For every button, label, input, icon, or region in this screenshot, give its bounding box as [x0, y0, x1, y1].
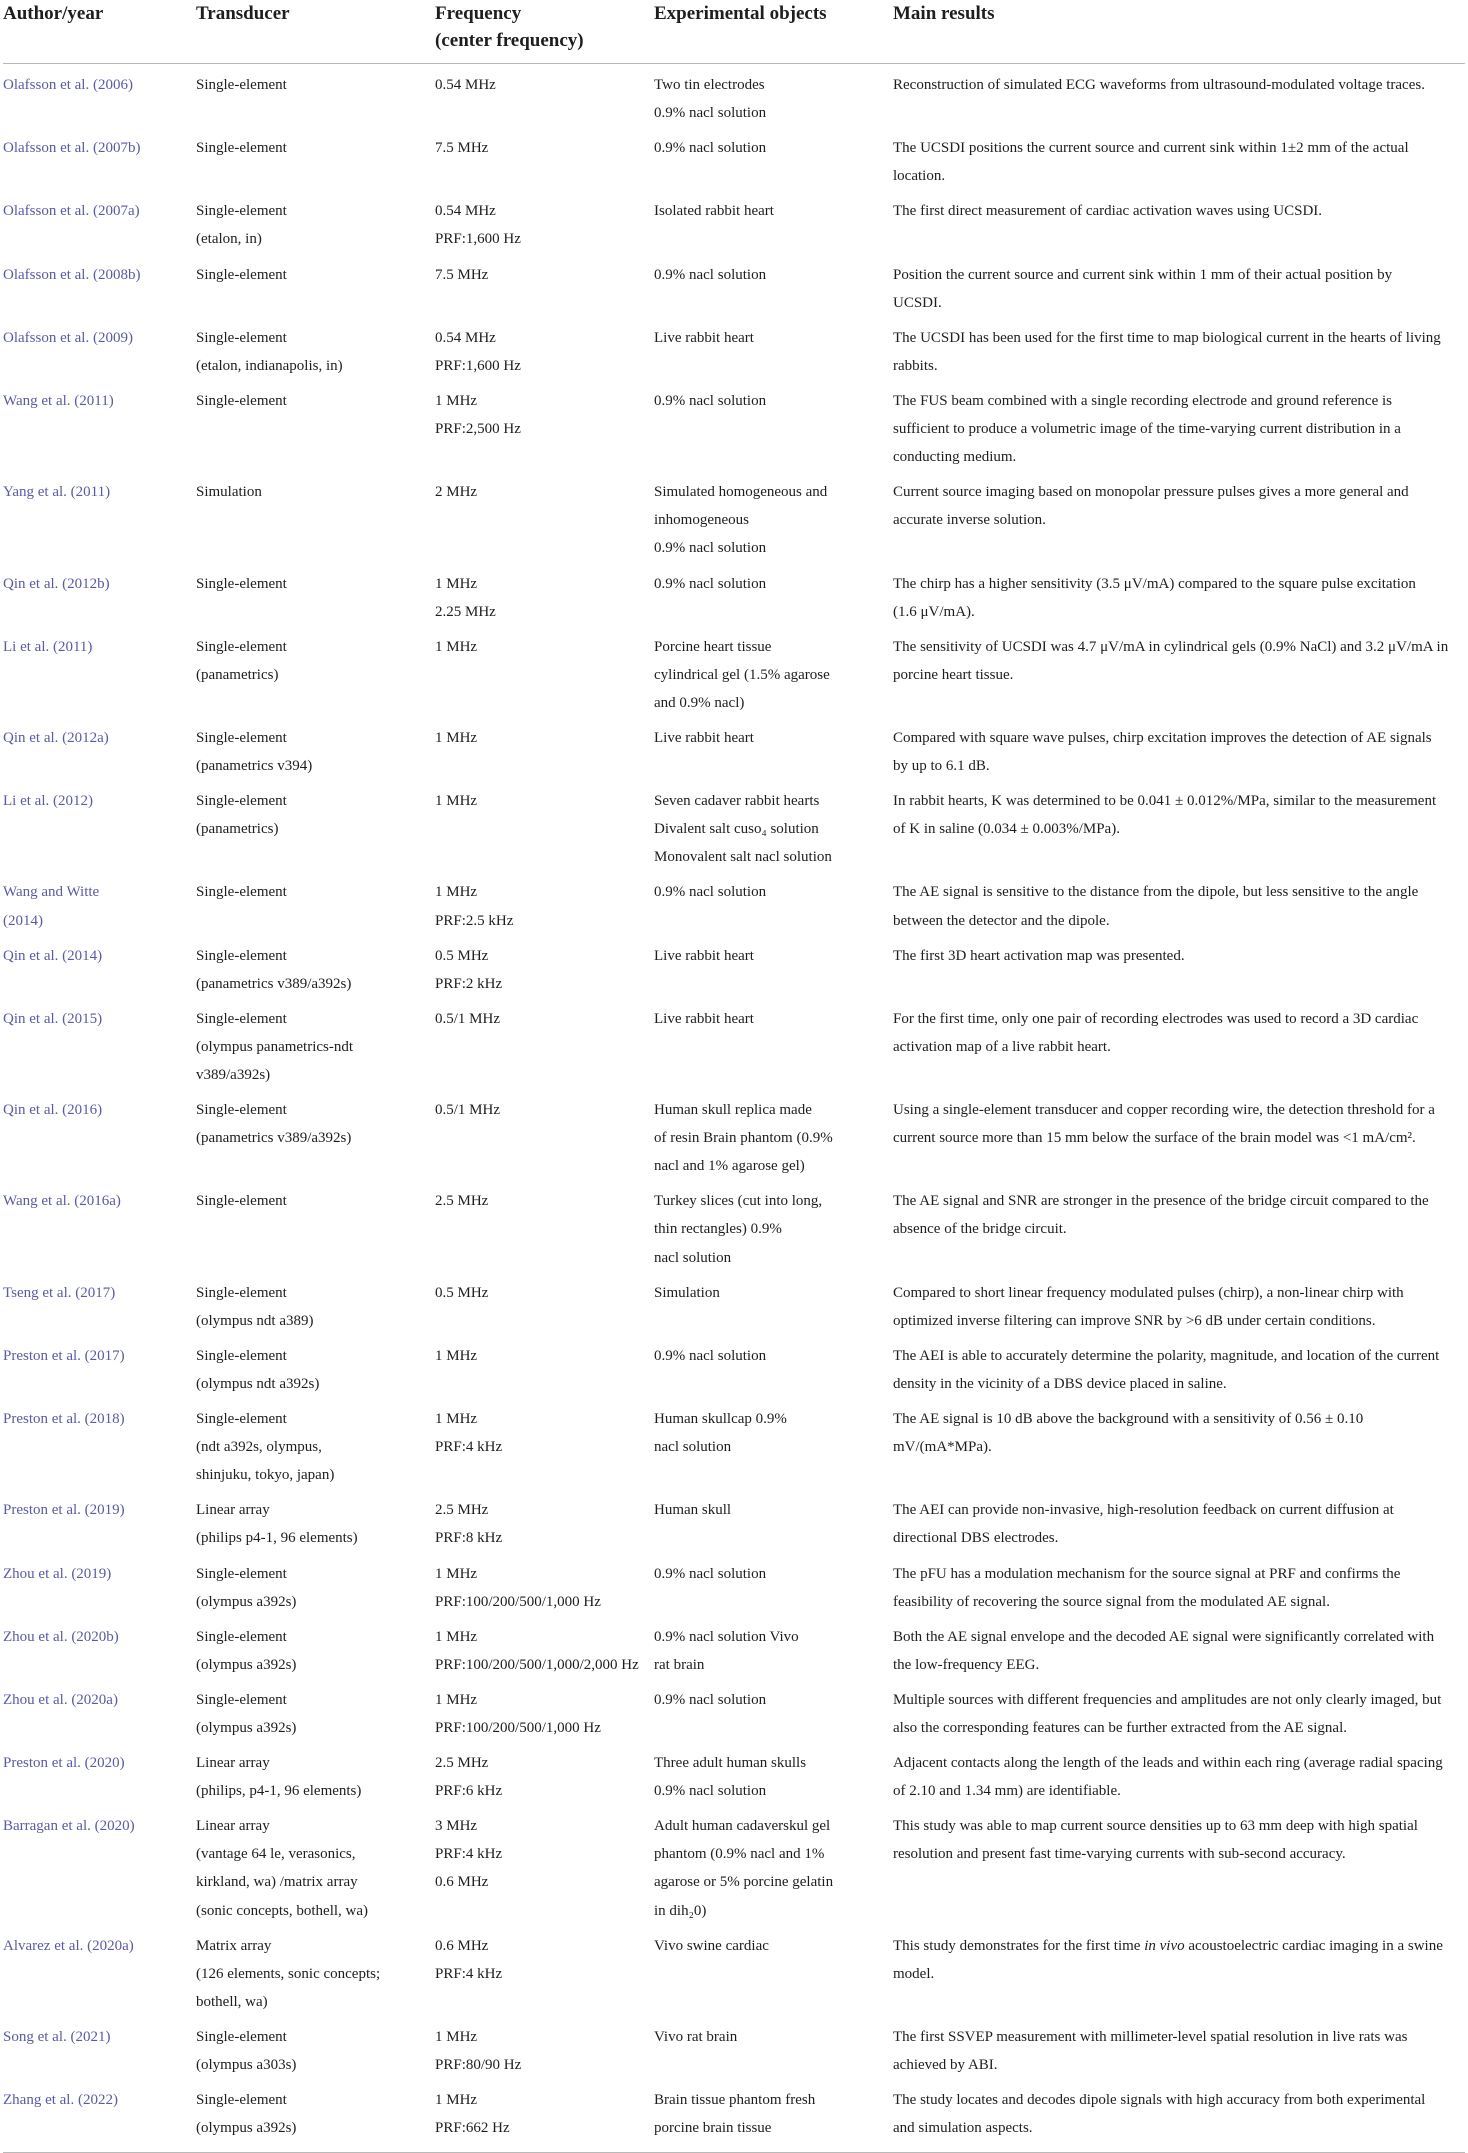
table-row: [3, 471, 1465, 562]
experimental-objects-cell: Porcine heart tissue cylindrical gel (1.5% agarose and 0.9% nacl): [654, 638, 830, 711]
experimental-objects-cell: Human skull: [654, 1502, 732, 1519]
main-results-cell: Position the current source and current sink within 1 mm of their actual position by UCSDI.: [893, 266, 1393, 311]
table-row: [3, 1742, 1465, 1805]
transducer-cell: Single-element (ndt a392s, olympus, shinjuku, tokyo, japan): [196, 1411, 335, 1484]
main-results-cell: The FUS beam combined with a single recording electrode and ground reference is sufficient to produce a volumetric image of the time-varying current distribution in a conducting medium.: [893, 392, 1401, 466]
frequency-cell: 0.5 MHz PRF:2 kHz: [435, 947, 503, 992]
table-row: [3, 935, 1465, 998]
frequency-cell: 1 MHz PRF:100/200/500/1,000 Hz: [435, 1691, 601, 1736]
header-row: [3, 0, 1465, 64]
table-row: [3, 871, 1465, 934]
table-row: [3, 1335, 1465, 1398]
table-row: [3, 1089, 1465, 1180]
main-results-cell: The sensitivity of UCSDI was 4.7 μV/mA in cylindrical gels (0.9% NaCl) and 3.2 μV/mA in porcine heart tissue.: [893, 638, 1449, 683]
frequency-cell: 1 MHz PRF:80/90 Hz: [435, 2028, 522, 2073]
experimental-objects-cell: Human skull replica made of resin Brain phantom (0.9% nacl and 1% agarose gel): [654, 1102, 833, 1175]
author-cell[interactable]: Olafsson et al. (2006): [3, 77, 133, 93]
transducer-cell: Single-element: [196, 77, 287, 93]
main-results-cell: The AEI is able to accurately determine the polarity, magnitude, and location of the current density in the vicinity of a DBS device placed in saline.: [893, 1347, 1440, 1392]
literature-table: [3, 0, 1465, 2153]
author-cell[interactable]: Preston et al. (2017): [3, 1347, 125, 1364]
author-cell[interactable]: Qin et al. (2014): [3, 947, 103, 964]
experimental-objects-cell: Vivo swine cardiac: [654, 1937, 769, 1954]
main-results-cell: In rabbit hearts, K was determined to be 0.041 ± 0.012%/MPa, similar to the measurement of K in saline (0.034 ± 0.003%/MPa).: [893, 793, 1437, 838]
experimental-objects-cell: Live rabbit heart: [654, 1010, 754, 1027]
transducer-cell: Single-element (olympus ndt a389): [196, 1284, 314, 1329]
main-results-cell: The AE signal is 10 dB above the background with a sensitivity of 0.56 ± 0.10 mV/(mA*MPa).: [893, 1411, 1364, 1456]
author-cell[interactable]: Barragan et al. (2020): [3, 1818, 135, 1835]
frequency-cell: 7.5 MHz: [435, 140, 489, 157]
frequency-cell: 1 MHz: [435, 793, 478, 810]
transducer-cell: Single-element (panametrics v394): [196, 729, 313, 775]
table-row: [3, 1925, 1465, 2016]
frequency-cell: 0.54 MHz PRF:1,600 Hz: [435, 329, 521, 374]
main-results-cell: The AE signal and SNR are stronger in the presence of the bridge circuit compared to the absence of the bridge circuit.: [893, 1193, 1429, 1238]
transducer-cell: Simulation: [196, 484, 262, 501]
author-cell[interactable]: Zhou et al. (2019): [3, 1565, 112, 1582]
main-results-cell: The study locates and decodes dipole signals with high accuracy from both experimental and simulation aspects.: [893, 2079, 1465, 2153]
transducer-cell: Single-element (olympus ndt a392s): [196, 1347, 320, 1392]
frequency-cell: 1 MHz: [435, 638, 478, 655]
experimental-objects-cell: 0.9% nacl solution: [654, 266, 767, 283]
author-cell[interactable]: Li et al. (2012): [3, 793, 93, 810]
transducer-cell: Matrix array (126 elements, sonic concepts; bothell, wa): [196, 1937, 381, 2010]
table-row: [3, 998, 1465, 1089]
experimental-objects-cell: 0.9% nacl solution: [654, 884, 767, 901]
frequency-cell: 7.5 MHz: [435, 266, 489, 283]
transducer-cell: Single-element (olympus a392s): [196, 2079, 435, 2153]
in-vivo-italic: in vivo: [1144, 1937, 1185, 1954]
table-row: [3, 2079, 1465, 2153]
experimental-objects-cell: Two tin electrodes 0.9% nacl solution: [654, 77, 767, 122]
experimental-objects-cell: Live rabbit heart: [654, 329, 754, 346]
table-header: [3, 0, 1465, 64]
author-cell[interactable]: Olafsson et al. (2009): [3, 329, 133, 346]
transducer-cell: Single-element (panametrics v389/a392s): [196, 947, 352, 992]
main-results-cell: The first SSVEP measurement with millimeter-level spatial resolution in live rats was achieved by ABI.: [893, 2028, 1408, 2073]
main-results-cell: This study demonstrates for the first time in vivo acoustoelectric cardiac imaging in a swine model.: [893, 1937, 1443, 1982]
main-results-cell: The first 3D heart activation map was presented.: [893, 947, 1185, 964]
frequency-cell: 2.5 MHz PRF:6 kHz: [435, 1755, 503, 1800]
author-cell[interactable]: Zhou et al. (2020b): [3, 1628, 119, 1645]
main-results-cell: Using a single-element transducer and copper recording wire, the detection threshold for a current source more than 15 mm below the surface of the brain model was <1 mA/cm².: [893, 1102, 1435, 1147]
experimental-objects-cell: Three adult human skulls 0.9% nacl solution: [654, 1755, 807, 1800]
transducer-cell: Single-element (olympus a303s): [196, 2028, 297, 2073]
header-main-results: Main results: [893, 0, 1465, 64]
author-cell[interactable]: Li et al. (2011): [3, 638, 93, 655]
main-results-cell: The AEI can provide non-invasive, high-resolution feedback on current diffusion at directional DBS electrodes.: [893, 1502, 1394, 1547]
experimental-objects-cell: 0.9% nacl solution: [654, 392, 767, 409]
frequency-cell: 1 MHz 2.25 MHz: [435, 575, 496, 620]
experimental-objects-cell: 0.9% nacl solution: [654, 1565, 767, 1582]
transducer-cell: Single-element: [196, 266, 287, 283]
header-author-year: Author/year: [3, 0, 196, 64]
frequency-cell: 0.5/1 MHz: [435, 1102, 500, 1119]
frequency-cell: 1 MHz PRF:2.5 kHz: [435, 884, 514, 929]
table-row: [3, 626, 1465, 717]
experimental-objects-cell: 0.9% nacl solution: [654, 1691, 767, 1708]
transducer-cell: Single-element (olympus a392s): [196, 1691, 297, 1736]
frequency-cell: 2.5 MHz PRF:8 kHz: [435, 1502, 503, 1547]
experimental-objects-cell: Live rabbit heart: [654, 947, 754, 964]
author-cell[interactable]: Zhang et al. (2022): [3, 2079, 196, 2153]
author-cell[interactable]: Olafsson et al. (2007b): [3, 140, 141, 157]
table-row: [3, 1553, 1465, 1616]
main-results-cell: This study was able to map current source densities up to 63 mm deep with high spatial resolution and present fast time-varying currents with sub-second accuracy.: [893, 1818, 1418, 1863]
table-row: [3, 717, 1465, 780]
experimental-objects-cell: Vivo rat brain: [654, 2028, 738, 2045]
author-cell[interactable]: Preston et al. (2018): [3, 1411, 125, 1428]
transducer-cell: Single-element: [196, 1193, 287, 1210]
table-row: [3, 1272, 1465, 1335]
transducer-cell: Single-element (panametrics): [196, 638, 287, 683]
experimental-objects-cell: Simulated homogeneous and inhomogeneous 0.9% nacl solution: [654, 484, 828, 557]
main-results-cell: Adjacent contacts along the length of the leads and within each ring (average radial spacing of 2.10 and 1.34 mm) are identifiable.: [893, 1755, 1443, 1800]
transducer-cell: Single-element (panametrics): [196, 793, 287, 838]
experimental-objects-cell: 0.9% nacl solution: [654, 140, 767, 157]
author-cell[interactable]: Wang et al. (2011): [3, 392, 114, 409]
transducer-cell: Single-element (etalon, in): [196, 203, 287, 248]
frequency-cell: 0.54 MHz PRF:1,600 Hz: [435, 203, 521, 248]
author-cell[interactable]: Qin et al. (2012a): [3, 729, 109, 746]
main-results-cell: Both the AE signal envelope and the decoded AE signal were significantly correlated with the low-frequency EEG.: [893, 1628, 1435, 1673]
frequency-cell: 0.5 MHz: [435, 1284, 489, 1301]
table-row: [3, 127, 1465, 190]
transducer-cell: Single-element (olympus panametrics-ndt v389/a392s): [196, 1010, 354, 1083]
frequency-cell: 0.5/1 MHz: [435, 1010, 500, 1027]
main-results-cell: Compared with square wave pulses, chirp excitation improves the detection of AE signals by up to 6.1 dB.: [893, 729, 1432, 775]
frequency-cell: 2 MHz: [435, 484, 478, 501]
transducer-cell: Single-element (olympus a392s): [196, 1565, 297, 1610]
transducer-cell: Single-element: [196, 140, 287, 157]
author-cell[interactable]: Wang and Witte (2014): [3, 884, 100, 929]
main-results-cell: Multiple sources with different frequencies and amplitudes are not only clearly imaged, but also the corresponding features can be further extracted from the AE signal.: [893, 1691, 1442, 1736]
frequency-cell: 1 MHz PRF:662 Hz: [435, 2079, 654, 2153]
author-cell[interactable]: Olafsson et al. (2007a): [3, 203, 140, 220]
author-cell[interactable]: Qin et al. (2016): [3, 1102, 103, 1119]
author-cell[interactable]: Tseng et al. (2017): [3, 1284, 116, 1301]
main-results-cell: The first direct measurement of cardiac activation waves using UCSDI.: [893, 203, 1323, 220]
table-row: [3, 1679, 1465, 1742]
table-row: [3, 1616, 1465, 1679]
author-cell[interactable]: Qin et al. (2015): [3, 1010, 103, 1027]
table-row: [3, 380, 1465, 471]
main-results-cell: The AE signal is sensitive to the distance from the dipole, but less sensitive to the angle between the detector and the dipole.: [893, 884, 1419, 929]
frequency-cell: 1 MHz PRF:100/200/500/1,000 Hz: [435, 1565, 601, 1610]
header-frequency: Frequency (center frequency): [435, 0, 654, 64]
table-row: [3, 64, 1465, 128]
frequency-cell: 0.6 MHz PRF:4 kHz: [435, 1937, 503, 1982]
experimental-objects-cell: Seven cadaver rabbit hearts Divalent salt cuso₄ solution Monovalent salt nacl solution: [654, 793, 832, 866]
experimental-objects-cell: 0.9% nacl solution: [654, 1347, 767, 1364]
experimental-objects-cell: Turkey slices (cut into long, thin rectangles) 0.9% nacl solution: [654, 1193, 823, 1266]
main-results-cell: Compared to short linear frequency modulated pulses (chirp), a non-linear chirp with optimized inverse filtering can improve SNR by >6 dB under certain conditions.: [893, 1284, 1404, 1329]
experimental-objects-cell: 0.9% nacl solution Vivo rat brain: [654, 1628, 799, 1673]
frequency-cell: 2.5 MHz: [435, 1193, 489, 1210]
author-cell[interactable]: Qin et al. (2012b): [3, 575, 110, 592]
table-body: [3, 64, 1465, 2153]
author-cell[interactable]: Zhou et al. (2020a): [3, 1691, 118, 1708]
frequency-cell: 1 MHz: [435, 729, 478, 746]
main-results-cell: Reconstruction of simulated ECG waveforms from ultrasound-modulated voltage traces.: [893, 77, 1425, 93]
author-cell[interactable]: Yang et al. (2011): [3, 484, 111, 501]
table-row: [3, 563, 1465, 626]
main-results-cell: The UCSDI positions the current source and current sink within 1±2 mm of the actual location.: [893, 140, 1409, 185]
author-cell[interactable]: Preston et al. (2020): [3, 1755, 125, 1772]
transducer-cell: Single-element (etalon, indianapolis, in): [196, 329, 343, 374]
frequency-cell: 1 MHz PRF:2,500 Hz: [435, 392, 521, 438]
experimental-objects-cell: Human skullcap 0.9% nacl solution: [654, 1411, 787, 1456]
experimental-objects-cell: Isolated rabbit heart: [654, 203, 774, 220]
transducer-cell: Single-element: [196, 392, 287, 409]
main-results-cell: The pFU has a modulation mechanism for the source signal at PRF and confirms the feasibility of recovering the source signal from the modulated AE signal.: [893, 1565, 1401, 1610]
main-results-cell: Current source imaging based on monopolar pressure pulses gives a more general and accurate inverse solution.: [893, 484, 1409, 529]
experimental-objects-cell: Live rabbit heart: [654, 729, 754, 746]
frequency-cell: 1 MHz PRF:100/200/500/1,000/2,000 Hz: [435, 1628, 639, 1673]
main-results-cell: For the first time, only one pair of recording electrodes was used to record a 3D cardiac activation map of a live rabbit heart.: [893, 1010, 1419, 1055]
table-row: [3, 1805, 1465, 1924]
main-results-cell: The UCSDI has been used for the first time to map biological current in the hearts of living rabbits.: [893, 329, 1441, 374]
header-transducer: Transducer: [196, 0, 435, 64]
transducer-cell: Single-element: [196, 575, 287, 592]
experimental-objects-cell: Simulation: [654, 1284, 720, 1301]
author-cell[interactable]: Song et al. (2021): [3, 2028, 111, 2045]
transducer-cell: Single-element (olympus a392s): [196, 1628, 297, 1673]
main-results-cell: The chirp has a higher sensitivity (3.5 μV/mA) compared to the square pulse excitation (1.6 μV/mA).: [893, 575, 1416, 620]
experimental-objects-cell: 0.9% nacl solution: [654, 575, 767, 592]
author-cell[interactable]: Preston et al. (2019): [3, 1502, 125, 1519]
frequency-cell: 1 MHz: [435, 1347, 478, 1364]
author-cell[interactable]: Wang et al. (2016a): [3, 1193, 121, 1210]
header-experimental-objects: Experimental objects: [654, 0, 893, 64]
transducer-cell: Single-element: [196, 884, 287, 901]
transducer-cell: Linear array (vantage 64 le, verasonics, kirkland, wa) /matrix array (sonic concepts, bothell, wa): [196, 1818, 369, 1919]
frequency-cell: 1 MHz PRF:4 kHz: [435, 1411, 503, 1456]
transducer-cell: Single-element (panametrics v389/a392s): [196, 1102, 352, 1147]
table-row: [3, 1180, 1465, 1271]
transducer-cell: Linear array (philips, p4-1, 96 elements): [196, 1755, 362, 1800]
table-row: [3, 780, 1465, 871]
experimental-objects-cell: Brain tissue phantom fresh porcine brain tissue: [654, 2079, 893, 2153]
table-row: [3, 254, 1465, 317]
frequency-cell: 0.54 MHz: [435, 77, 496, 93]
frequency-cell: 3 MHz PRF:4 kHz 0.6 MHz: [435, 1818, 503, 1891]
table-row: [3, 190, 1465, 253]
table-row: [3, 2016, 1465, 2079]
table-row: [3, 1489, 1465, 1552]
transducer-cell: Linear array (philips p4-1, 96 elements): [196, 1502, 358, 1547]
experimental-objects-cell: Adult human cadaverskul gel phantom (0.9% nacl and 1% agarose or 5% porcine gelatin in dih₂0): [654, 1818, 834, 1919]
table-row: [3, 1398, 1465, 1489]
table-row: [3, 317, 1465, 380]
author-cell[interactable]: Alvarez et al. (2020a): [3, 1937, 134, 1954]
author-cell[interactable]: Olafsson et al. (2008b): [3, 266, 141, 283]
